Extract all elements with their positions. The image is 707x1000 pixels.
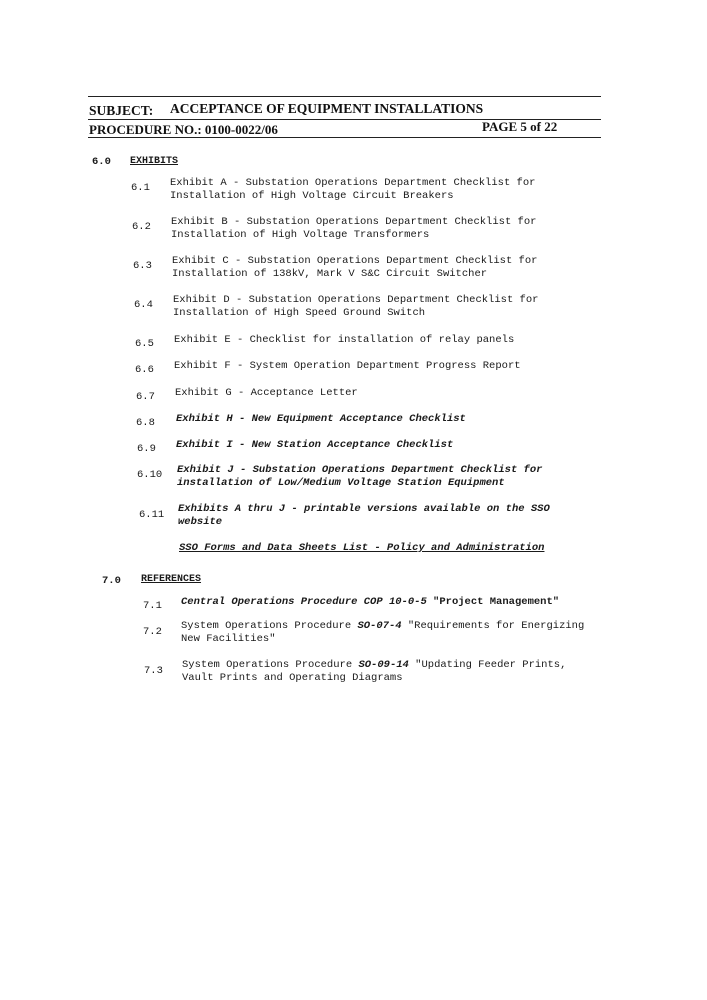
item-6-10-text: Exhibit J - Substation Operations Department Checklist for installation of Low/Medium Voltage Station Equipment [177,464,543,489]
item-7-1-number: 7.1 [143,600,162,612]
item-7-3-text: System Operations Procedure SO-09-14 "Updating Feeder Prints, Vault Prints and Operating Diagrams [182,659,567,684]
item-6-11-text: Exhibits A thru J - printable versions available on the SSO website [178,503,550,528]
item-7-2-number: 7.2 [143,626,162,638]
item-6-3-number: 6.3 [133,260,152,272]
item-6-2-number: 6.2 [132,221,151,233]
item-6-7-number: 6.7 [136,391,155,403]
section-7-title: REFERENCES [141,574,202,585]
item-6-4-text: Exhibit D - Substation Operations Department Checklist for Installation of High Speed Ground Switch [173,294,539,319]
item-6-5-text: Exhibit E - Checklist for installation of relay panels [174,334,515,346]
section-6-number: 6.0 [92,156,111,168]
item-6-6-text: Exhibit F - System Operation Department Progress Report [174,360,521,372]
item-7-3-number: 7.3 [144,665,163,677]
sso-forms-link[interactable]: SSO Forms and Data Sheets List - Policy and Administration [179,542,545,554]
page-number: PAGE 5 of 22 [482,119,558,134]
item-6-4-number: 6.4 [134,299,153,311]
item-6-6-number: 6.6 [135,364,154,376]
header-bottom-rule [88,137,601,138]
item-6-9-text: Exhibit I - New Station Acceptance Checklist [176,439,454,451]
item-6-7-text: Exhibit G - Acceptance Letter [175,387,358,399]
subject-label: SUBJECT: [89,103,154,118]
item-7-1-text: Central Operations Procedure COP 10-0-5 "Project Management" [181,596,560,608]
item-6-1-number: 6.1 [131,182,150,194]
item-6-8-number: 6.8 [136,417,155,429]
item-7-2-text: System Operations Procedure SO-07-4 "Requirements for Energizing New Facilities" [181,620,585,645]
section-7-number: 7.0 [102,575,121,587]
item-6-8-text: Exhibit H - New Equipment Acceptance Checklist [176,413,466,425]
item-6-3-text: Exhibit C - Substation Operations Department Checklist for Installation of 138kV, Mark V S&C Circuit Switcher [172,255,538,280]
item-6-10-number: 6.10 [137,469,163,481]
section-6-title: EXHIBITS [130,156,179,167]
header-top-rule [88,96,601,97]
procedure-number: PROCEDURE NO.: 0100-0022/06 [89,122,278,137]
item-6-5-number: 6.5 [135,338,154,350]
item-6-2-text: Exhibit B - Substation Operations Department Checklist for Installation of High Voltage Transformers [171,216,537,241]
item-6-1-text: Exhibit A - Substation Operations Department Checklist for Installation of High Voltage Circuit Breakers [170,177,536,202]
item-6-11-number: 6.11 [139,509,165,521]
subject-title: ACCEPTANCE OF EQUIPMENT INSTALLATIONS [170,101,484,116]
item-6-9-number: 6.9 [137,443,156,455]
